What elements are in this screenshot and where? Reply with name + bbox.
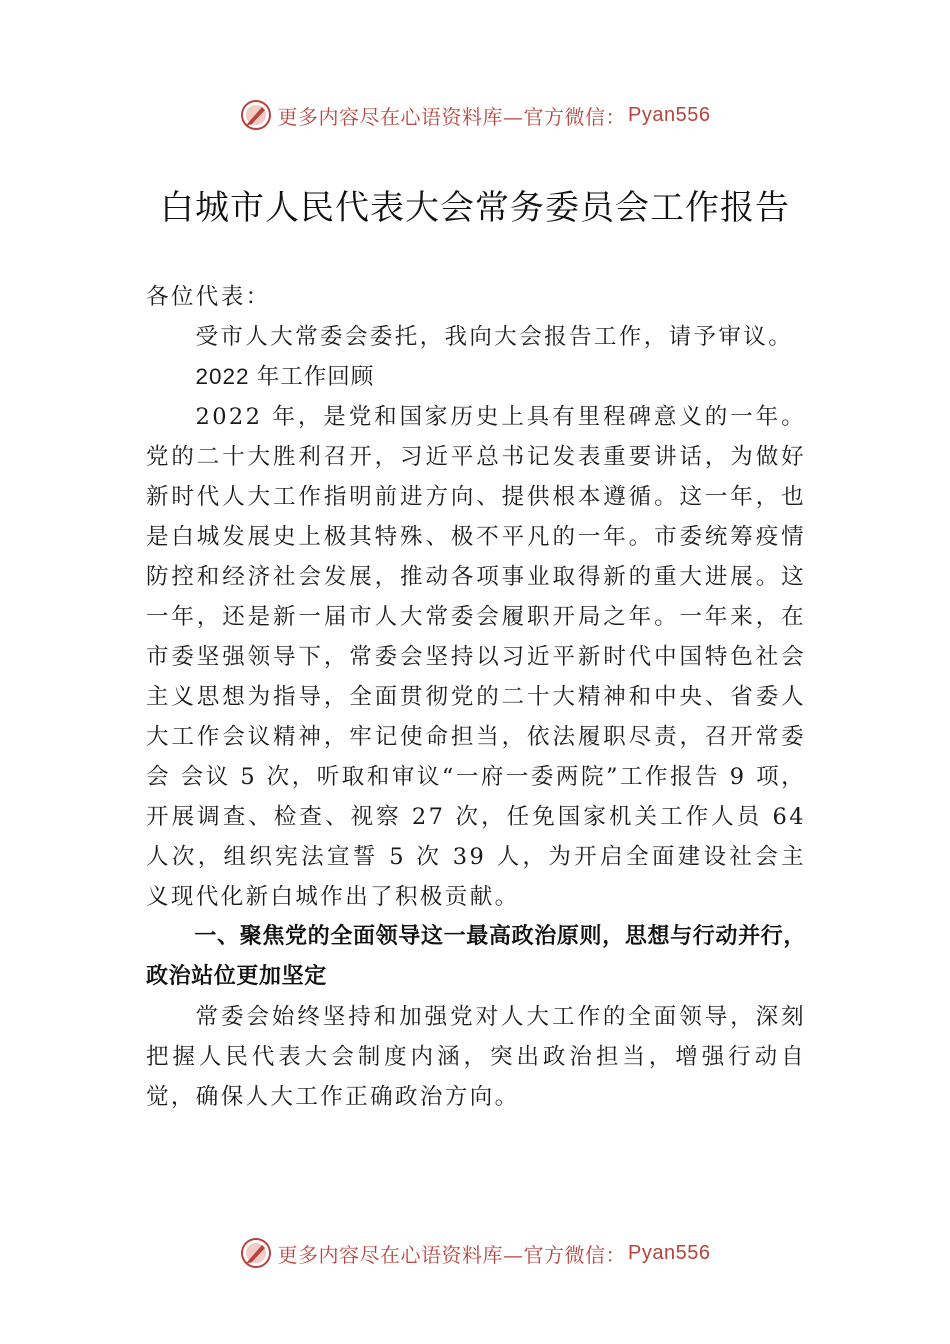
section-heading-1: 一、聚焦党的全面领导这一最高政治原则，思想与行动并行，政治站位更加坚定: [146, 924, 806, 989]
section-heading-review: 2022 年工作回顾: [195, 364, 375, 389]
watermark-header: [0, 95, 950, 135]
watermark-footer: [0, 1233, 950, 1273]
watermark-text: 更多内容尽在心语资料库—官方微信：: [277, 1242, 627, 1267]
watermark-wechat-id: Pyan556: [628, 103, 711, 126]
body-paragraph-2: 常委会始终坚持和加强党对人大工作的全面领导，深刻把握人民代表大会制度内涵，突出政治担当，增强行动自觉，确保人大工作正确政治方向。: [146, 1004, 806, 1110]
quill-logo-icon: [240, 1237, 272, 1269]
intro-paragraph: 受市人大常委会委托，我向大会报告工作，请予审议。: [195, 324, 794, 350]
salutation: 各位代表：: [146, 284, 271, 310]
document-body: [146, 277, 806, 1117]
watermark-text: 更多内容尽在心语资料库—官方微信：: [277, 104, 627, 129]
watermark-wechat-id: Pyan556: [628, 1241, 711, 1264]
document-title: 白城市人民代表大会常务委员会工作报告: [160, 188, 790, 228]
body-paragraph-1: 2022 年，是党和国家历史上具有里程碑意义的一年。党的二十大胜利召开，习近平总书记发表重要讲话，为做好新时代人大工作指明前进方向、提供根本遵循。这一年，也是白城发展史上极其特殊、极不平凡的一年。市委统筹疫情防控和经济社会发展，推动各项事业取得新的重大进展。这一年，还是新一届市人大常委会履职开局之年。一年来，在市委坚强领导下，常委会坚持以习近平新时代中国特色社会主义思想为指导，全面贯彻党的二十大精神和中央、省委人大工作会议精神，牢记使命担当，依法履职尽责，召开常委会 会议 5 次，听取和审议“一府一委两院”工作报告 9 项，开展调查、检查、视察 27 次，任免国家机关工作人员 64 人次，组织宪法宣誓 5 次 39 人，为开启全面建设社会主义现代化新白城作出了积极贡献。: [146, 404, 806, 910]
quill-logo-icon: [240, 99, 272, 131]
